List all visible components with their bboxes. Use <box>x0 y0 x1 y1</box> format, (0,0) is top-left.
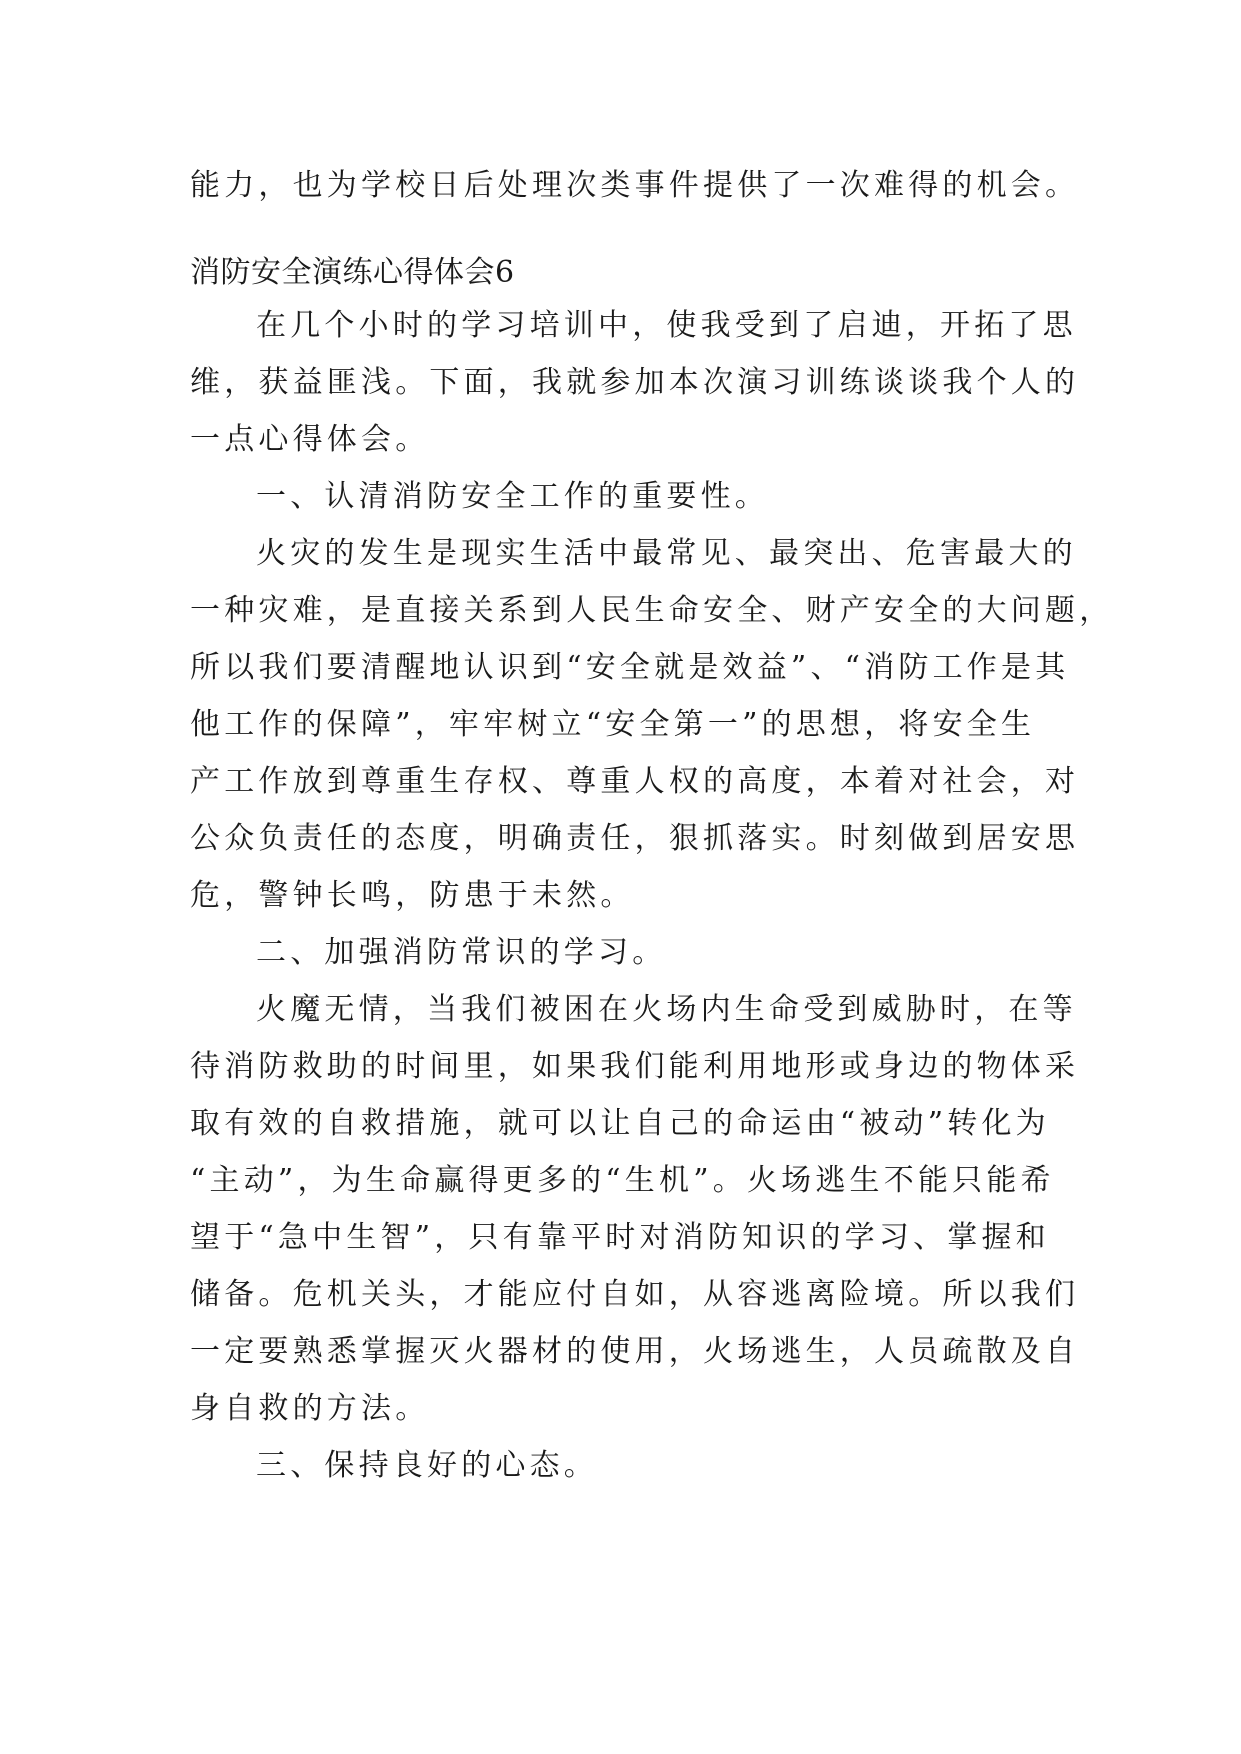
section-title: 消防安全演练心得体会6 <box>190 255 515 290</box>
paragraph-line: 维，获益匪浅。下面，我就参加本次演习训练谈谈我个人的 <box>190 365 1080 400</box>
subheading: 二、加强消防常识的学习。 <box>256 935 667 970</box>
subheading: 一、认清消防安全工作的重要性。 <box>256 479 769 514</box>
subheading: 三、保持良好的心态。 <box>256 1448 598 1483</box>
paragraph-line: 一种灾难，是直接关系到人民生命安全、财产安全的大问题， <box>190 593 1114 628</box>
paragraph-line: 产工作放到尊重生存权、尊重人权的高度，本着对社会，对 <box>190 764 1080 799</box>
paragraph-line: “主动”，为生命赢得更多的“生机”。火场逃生不能只能希 <box>190 1163 1055 1198</box>
paragraph-line: 身自救的方法。 <box>190 1391 430 1426</box>
paragraph-line: 取有效的自救措施，就可以让自己的命运由“被动”转化为 <box>190 1106 1050 1141</box>
paragraph-line: 火魔无情，当我们被困在火场内生命受到威胁时，在等 <box>256 992 1077 1027</box>
paragraph-line: 待消防救助的时间里，如果我们能利用地形或身边的物体采 <box>190 1049 1080 1084</box>
paragraph-line: 公众负责任的态度，明确责任，狠抓落实。时刻做到居安思 <box>190 821 1080 856</box>
paragraph-line: 在几个小时的学习培训中，使我受到了启迪，开拓了思 <box>256 308 1077 343</box>
paragraph-line: 所以我们要清醒地认识到“安全就是效益”、“消防工作是其 <box>190 650 1070 685</box>
paragraph-line: 他工作的保障”，牢牢树立“安全第一”的思想，将安全生 <box>190 707 1036 742</box>
paragraph-line: 储备。危机关头，才能应付自如，从容逃离险境。所以我们 <box>190 1277 1080 1312</box>
paragraph-line: 一点心得体会。 <box>190 422 430 457</box>
paragraph-line: 火灾的发生是现实生活中最常见、最突出、危害最大的 <box>256 536 1077 571</box>
paragraph-line: 一定要熟悉掌握灭火器材的使用，火场逃生，人员疏散及自 <box>190 1334 1080 1369</box>
paragraph-line: 能力，也为学校日后处理次类事件提供了一次难得的机会。 <box>190 168 1080 203</box>
paragraph-line: 危，警钟长鸣，防患于未然。 <box>190 878 635 913</box>
paragraph-line: 望于“急中生智”，只有靠平时对消防知识的学习、掌握和 <box>190 1220 1050 1255</box>
